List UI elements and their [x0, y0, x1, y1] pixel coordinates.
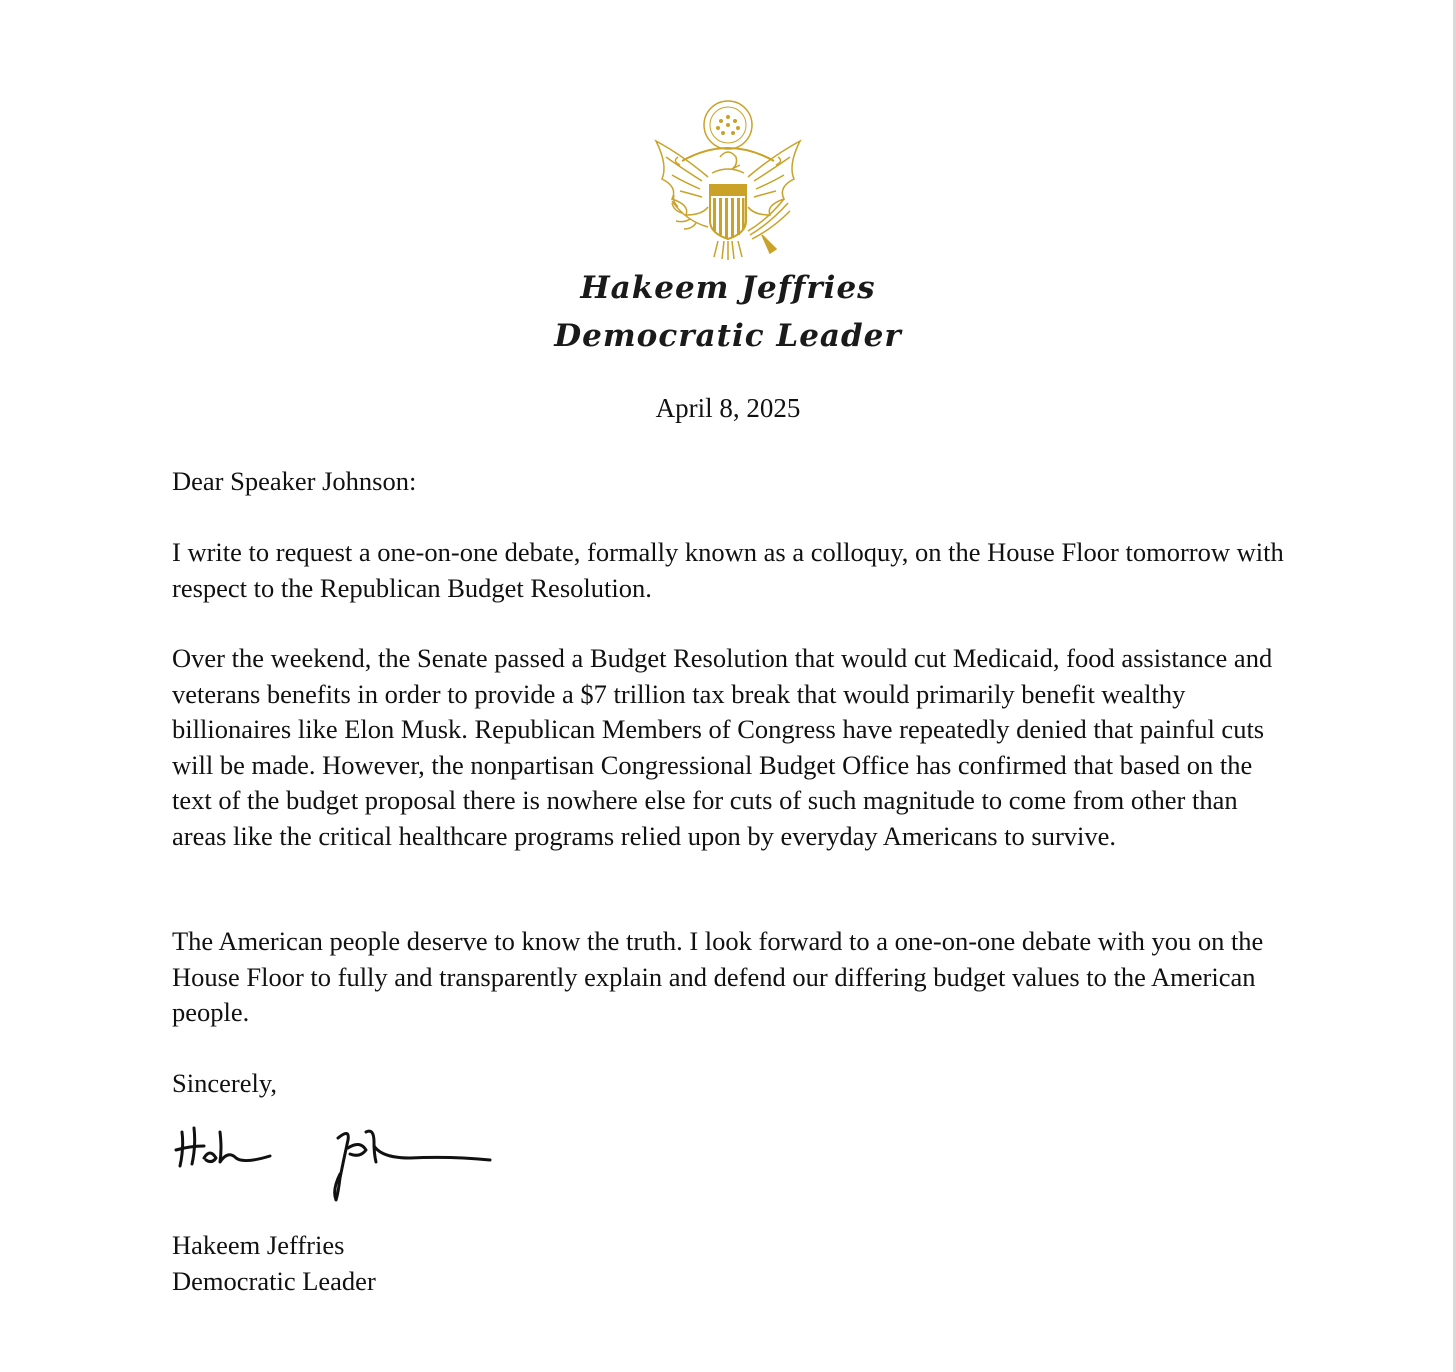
body-paragraph: The American people deserve to know the truth. I look forward to a one-on-one debate with you on the House Floor to fully and transparently explain and defend our differing budget values to the American people. — [172, 926, 1264, 1027]
letterhead-name: Hakeem Jeffries — [580, 270, 876, 306]
body-paragraph: I write to request a one-on-one debate, formally known as a colloquy, on the House Floor tomorrow with respect to the Republican Budget Resolution. — [172, 537, 1284, 603]
salutation: Dear Speaker Johnson: — [172, 466, 417, 496]
closing: Sincerely, — [172, 1068, 277, 1098]
body-paragraph: Over the weekend, the Senate passed a Budget Resolution that would cut Medicaid, food assistance and veterans benefits in order to provide a $7 trillion tax break that would primarily benefit wealthy billionaires like Elon Musk. Republican Members of Congress have repeatedly denied that painful cuts will be made. However, the nonpartisan Congressional Budget Office has confirmed that based on the text of the budget proposal there is nowhere else for cuts of such magnitude to come from other than areas like the critical healthcare programs relied upon by everyday Americans to survive. — [172, 643, 1273, 851]
letter-date: April 8, 2025 — [655, 393, 801, 423]
eagle-seal-icon — [642, 95, 814, 265]
letterhead-title: Democratic Leader — [554, 318, 902, 354]
signatory-name: Hakeem Jeffries — [172, 1230, 345, 1260]
handwritten-signature-icon — [170, 1118, 500, 1210]
signatory-title: Democratic Leader — [172, 1266, 376, 1296]
